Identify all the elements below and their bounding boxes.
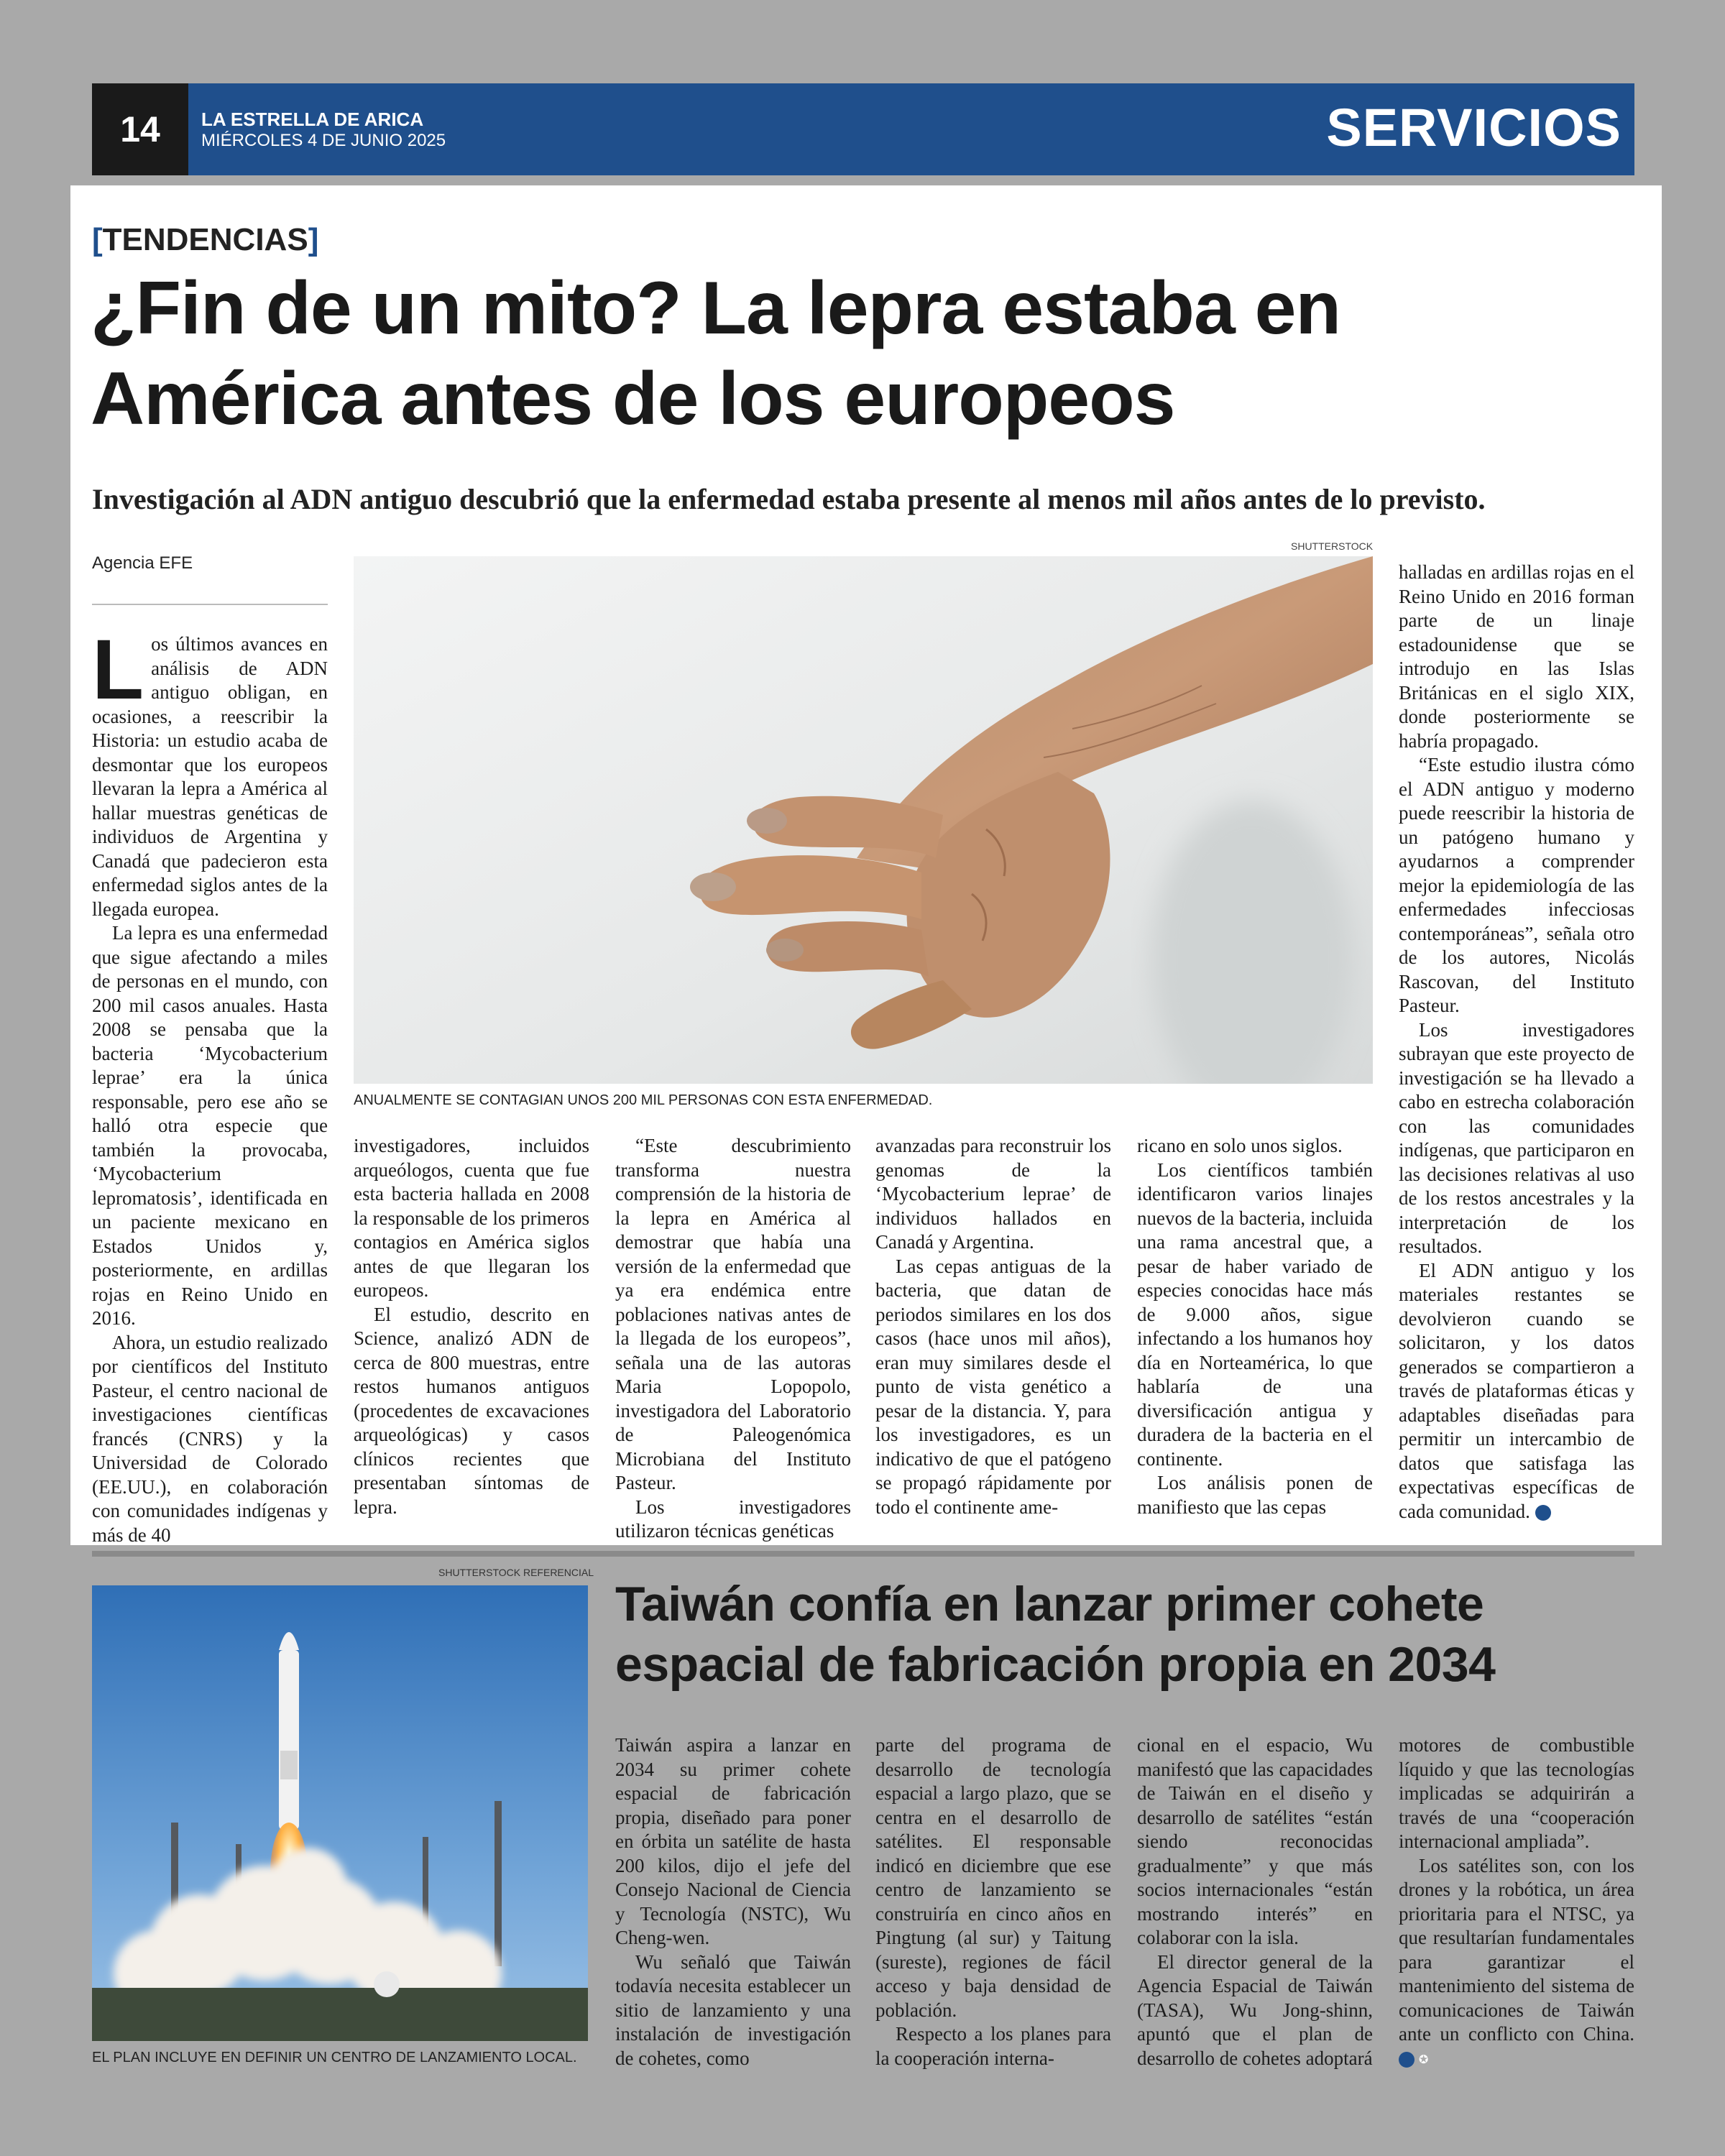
article-column-2 xyxy=(354,1134,589,1519)
paragraph: Los investigadores utilizaron técnicas genéticas xyxy=(615,1496,851,1542)
paragraph: Los científicos también identificaron varios linajes nuevos de la bacteria, incluida una rama ancestral que, a pesar de haber variado de especies conocidas hace más de 9.000 años, sigue infectando a los humanos hoy día en Norteamérica, lo que hablaría de una diversificación antigua y duradera de la bacteria en el continente. xyxy=(1137,1158,1373,1470)
paragraph: “Este descubrimiento transforma nuestra comprensión de la historia de la lepra en América al demostrar que había una versión de la enfermedad que ya era endémica entre poblaciones nativas antes de la llegada de los europeos”, señala una de las autoras Maria Lopopolo, investigadora del Laboratorio de Paleogenómica Microbiana del Instituto Pasteur. xyxy=(615,1135,851,1493)
article-headline xyxy=(615,1574,1636,1695)
article2-column-1 xyxy=(615,1733,851,2070)
article-column-6 xyxy=(1399,561,1634,1524)
article2-column-2 xyxy=(875,1733,1111,2070)
page-number: 14 xyxy=(92,83,188,175)
paragraph: investigadores, incluidos arqueólogos, cuenta que fue esta bacteria hallada en 2008 la responsable de los primeros contagios en América siglos antes de que llegaran los europeos. xyxy=(354,1135,589,1301)
paragraph: El director general de la Agencia Espacial de Taiwán (TASA), Wu Jong-shinn, apuntó que el plan de desarrollo de cohetes adoptará xyxy=(1137,1950,1373,2069)
paragraph: parte del programa de desarrollo de tecnología espacial a largo plazo, que se centra en el desarrollo de satélites. El responsable indicó en diciembre que ese centro de lanzamiento se construiría en cinco años en Pingtung (al sur) y Taitung (sureste), regiones de fácil acceso y baja densidad de población. xyxy=(875,1734,1111,2021)
photo-credit: SHUTTERSTOCK xyxy=(1291,540,1374,552)
hand-photo-image xyxy=(354,556,1373,1084)
article-headline xyxy=(91,263,1600,444)
end-of-article-icon: ✪ xyxy=(1535,1505,1551,1521)
paragraph: Los investigadores subrayan que este proyecto de investigación se ha llevado a cabo en estrecha colaboración con las comunidades indígenas, que participaron en las decisiones relativas al uso de los restos ancestrales y la interpretación de los resultados. xyxy=(1399,1018,1634,1257)
article-tag-label: TENDENCIAS xyxy=(102,222,308,257)
paragraph: Respecto a los planes para la cooperación interna- xyxy=(875,2023,1111,2069)
paragraph: El estudio, descrito en Science, analizó ADN de cerca de 800 muestras, entre restos humanos antiguos (procedentes de excavaciones arqueológicas) y casos clínicos recientes que presentaban síntomas de lepra. xyxy=(354,1303,589,1518)
paragraph: motores de combustible líquido y que las tecnologías implicadas se adquirirán a través de una “cooperación internacional ampliada”. xyxy=(1399,1734,1634,1852)
hand-photo xyxy=(354,556,1373,1084)
article2-column-3 xyxy=(1137,1733,1373,2070)
paragraph: ricano en solo unos siglos. xyxy=(1137,1135,1343,1156)
headline-line-2: América antes de los europeos xyxy=(91,357,1175,441)
headline-line-1: Taiwán confía en lanzar primer cohete xyxy=(615,1577,1484,1631)
paragraph: halladas en ardillas rojas en el Reino Unido en 2016 forman parte de un linaje estadounidense que se introdujo en las Islas Británicas en el siglo XIX, donde posteriormente se habría propagado. xyxy=(1399,561,1634,752)
paragraph: La lepra es una enfermedad que sigue afectando a miles de personas en el mundo, con 200 mil casos anuales. Hasta 2008 se pensaba que la bacteria ‘Mycobacterium leprae’ era la única responsable, pero ese año se halló otra especie que también la provocaba, ‘Mycobacterium lepromatosis’, identificada en un paciente mexicano en Estados Unidos y, posteriormente, en ardillas rojas en Reino Unido en 2016. xyxy=(92,922,328,1329)
newspaper-name: LA ESTRELLA DE ARICA xyxy=(201,109,424,130)
paragraph: Wu señaló que Taiwán todavía necesita establecer un sitio de lanzamiento y una instalación de investigación de cohetes, como xyxy=(615,1950,851,2069)
paragraph: Los satélites son, con los drones y la robótica, un área prioritaria para el NTSC, ya que resultarían fundamentales para garantizar el mantenimiento del sistema de comunicaciones de Taiwán ante un conflicto con China. xyxy=(1399,1854,1634,2045)
photo-caption: ANUALMENTE SE CONTAGIAN UNOS 200 MIL PERSONAS CON ESTA ENFERMEDAD. xyxy=(354,1092,933,1108)
article-column-1 xyxy=(92,622,328,1547)
article2-column-4 xyxy=(1399,1733,1634,2070)
section-title: SERVICIOS xyxy=(1326,98,1622,157)
paragraph: cional en el espacio, Wu manifestó que las capacidades de Taiwán en el diseño y desarrollo de satélites “están siendo reconocidas gradualmente” y que más socios internacionales “están mostrando interés” en colaborar con la isla. xyxy=(1137,1734,1373,1948)
issue-date: MIÉRCOLES 4 DE JUNIO 2025 xyxy=(201,131,446,150)
paragraph: os últimos avances en análisis de ADN antiguo obligan, en ocasiones, a reescribir la Historia: un estudio acaba de desmontar que los europeos llevaran la lepra a América al hallar muestras genéticas de individuos de Argentina y Canadá que padecieron esta enfermedad siglos antes de la llegada europea. xyxy=(92,633,328,920)
article-deck: Investigación al ADN antiguo descubrió que la enfermedad estaba presente al menos mil años antes de lo previsto. xyxy=(92,483,1486,515)
paragraph: El ADN antiguo y los materiales restantes se devolvieron cuando se solicitaron, y los datos generados se compartieron a través de plataformas éticas y adaptables diseñadas para permitir un intercambio de datos que satisfaga las expectativas específicas de cada comunidad. xyxy=(1399,1259,1634,1522)
byline-divider xyxy=(92,604,328,605)
rocket-launch-image xyxy=(92,1585,588,2041)
article-tag: [TENDENCIAS] xyxy=(92,222,319,257)
article-column-4 xyxy=(875,1134,1111,1519)
headline-line-2: espacial de fabricación propia en 2034 xyxy=(615,1637,1496,1692)
section-divider xyxy=(92,1551,1634,1557)
photo-caption: EL PLAN INCLUYE EN DEFINIR UN CENTRO DE LANZAMIENTO LOCAL. xyxy=(92,2050,577,2065)
rocket-launch-photo xyxy=(92,1585,588,2041)
paragraph: “Este estudio ilustra cómo el ADN antiguo y moderno puede reescribir la historia de un patógeno humano y ayudarnos a comprender mejor la epidemiología de las enfermedades infecciosas contemporáneas”, señala otro de los autores, Nicolás Rascovan, del Instituto Pasteur. xyxy=(1399,754,1634,1016)
headline-line-1: ¿Fin de un mito? La lepra estaba en xyxy=(91,267,1341,350)
drop-cap: L xyxy=(92,622,144,717)
article-column-5 xyxy=(1137,1134,1373,1519)
article-column-3 xyxy=(615,1134,851,1544)
paragraph: Las cepas antiguas de la bacteria, que datan de periodos similares en los dos casos (hace unos mil años), eran muy similares desde el punto de vista genético a pesar de la distancia. Y, para los investigadores, es un indicativo de que el patógeno se propagó rápidamente por todo el continente ame- xyxy=(875,1255,1111,1518)
byline: Agencia EFE xyxy=(92,553,193,573)
end-of-article-icon: ✪ xyxy=(1399,2052,1414,2068)
photo-credit: SHUTTERSTOCK REFERENCIAL xyxy=(438,1567,594,1578)
paragraph: Ahora, un estudio realizado por científicos del Instituto Pasteur, el centro nacional de investigaciones científicas francés (CNRS) y la Universidad de Colorado (EE.UU.), en colaboración con comunidades indígenas y más de 40 xyxy=(92,1331,328,1546)
page-header xyxy=(92,83,1634,175)
paragraph: avanzadas para reconstruir los genomas de la ‘Mycobacterium leprae’ de individuos hallados en Canadá y Argentina. xyxy=(875,1135,1111,1253)
paragraph: Taiwán aspira a lanzar en 2034 su primer cohete espacial de fabricación propia, diseñado para poner en órbita un satélite de hasta 200 kilos, dijo el jefe del Consejo Nacional de Ciencia y Tecnología (NSTC), Wu Cheng-wen. xyxy=(615,1734,851,1948)
paragraph: Los análisis ponen de manifiesto que las cepas xyxy=(1137,1472,1373,1518)
